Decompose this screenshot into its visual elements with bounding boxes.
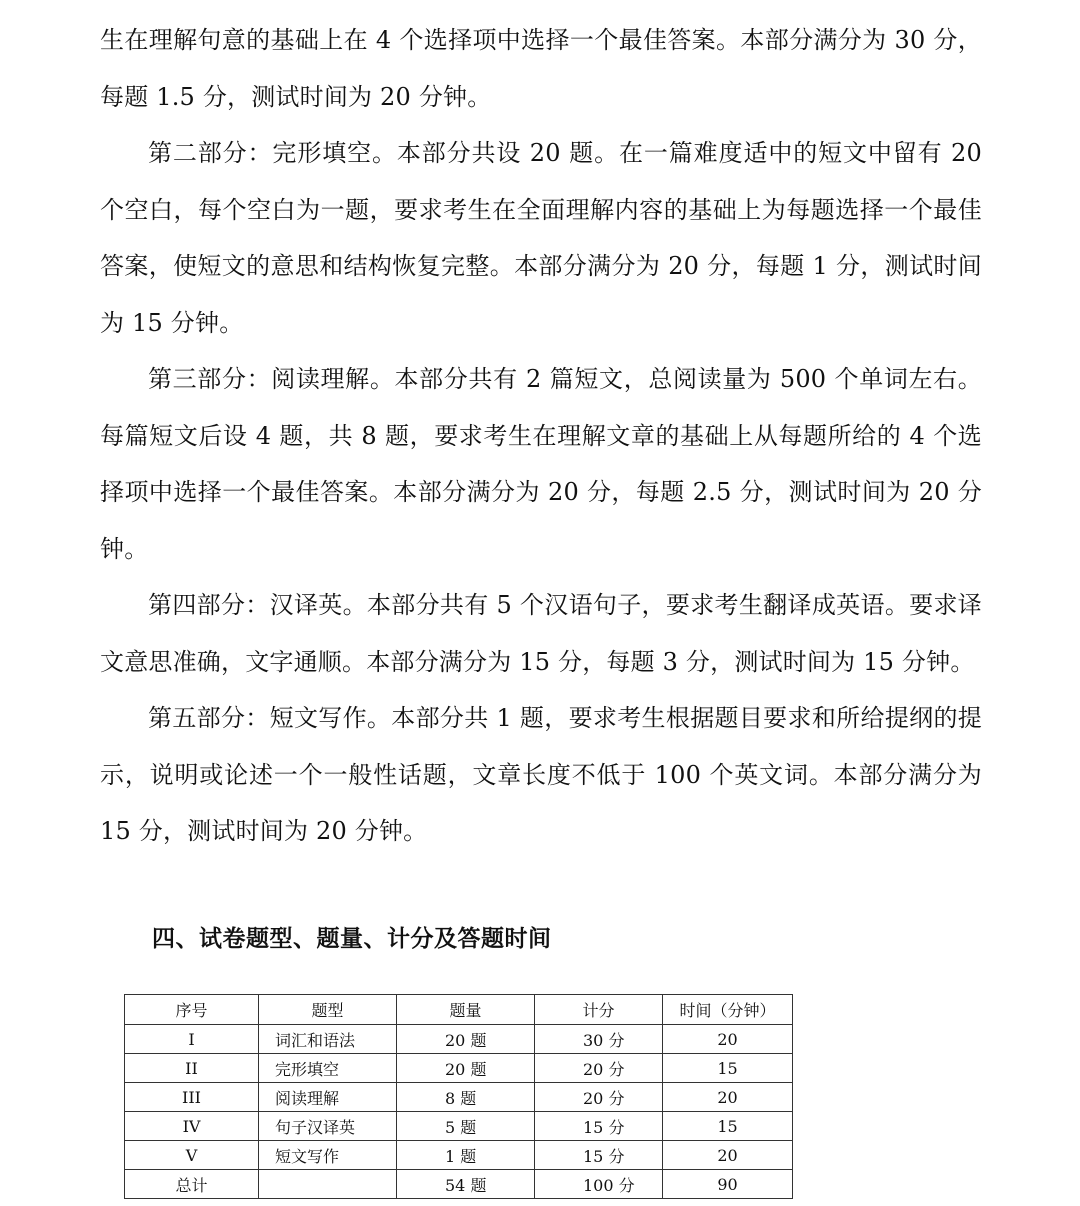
- exam-structure-table: [124, 994, 793, 1199]
- table-row: [125, 1025, 793, 1054]
- paragraph-part-three-reading: 第三部分：阅读理解。本部分共有 2 篇短文，总阅读量为 500 个单词左右。每篇短文后设 4 题，共 8 题，要求考生在理解文章的基础上从每题所给的 4 个选择项中选择一个最佳答案。本部分满分为 20 分，每题 2.5 分，测试时间为 20 分钟。: [100, 365, 982, 563]
- cell-count: 8 题: [397, 1083, 535, 1112]
- cell-count: 20 题: [397, 1025, 535, 1054]
- cell-type: 完形填空: [259, 1054, 397, 1083]
- table-body: [125, 1025, 793, 1199]
- cell-score: 15 分: [535, 1112, 663, 1141]
- cell-type: 句子汉译英: [259, 1112, 397, 1141]
- header-count: 题量: [397, 995, 535, 1025]
- paragraph-part-four-translation: 第四部分：汉译英。本部分共有 5 个汉语句子，要求考生翻译成英语。要求译文意思准确，文字通顺。本部分满分为 15 分，每题 3 分，测试时间为 15 分钟。: [100, 591, 982, 676]
- cell-type: 短文写作: [259, 1141, 397, 1170]
- paragraph-part-five-writing: 第五部分：短文写作。本部分共 1 题，要求考生根据题目要求和所给提纲的提示，说明或论述一个一般性话题，文章长度不低于 100 个英文词。本部分满分为 15 分，测试时间为 20 分钟。: [100, 704, 982, 845]
- cell-count: 20 题: [397, 1054, 535, 1083]
- table-row-total: [125, 1170, 793, 1199]
- cell-type: 词汇和语法: [259, 1025, 397, 1054]
- table-row: [125, 1054, 793, 1083]
- table-row: [125, 1112, 793, 1141]
- cell-number: V: [125, 1141, 259, 1170]
- cell-number: III: [125, 1083, 259, 1112]
- table-header: [125, 995, 793, 1025]
- cell-total-label: 总计: [125, 1170, 259, 1199]
- section-heading: 四、试卷题型、题量、计分及答题时间: [152, 926, 552, 952]
- header-type: 题型: [259, 995, 397, 1025]
- cell-number: IV: [125, 1112, 259, 1141]
- table-row: [125, 1083, 793, 1112]
- cell-count: 1 题: [397, 1141, 535, 1170]
- cell-type: [259, 1170, 397, 1199]
- paragraph-part-one-tail: 生在理解句意的基础上在 4 个选择项中选择一个最佳答案。本部分满分为 30 分，每题 1.5 分，测试时间为 20 分钟。: [100, 26, 982, 111]
- cell-total-count: 54 题: [397, 1170, 535, 1199]
- header-time: 时间（分钟）: [663, 995, 793, 1025]
- cell-time: 15: [663, 1054, 793, 1083]
- cell-time: 20: [663, 1025, 793, 1054]
- header-number: 序号: [125, 995, 259, 1025]
- cell-score: 20 分: [535, 1083, 663, 1112]
- cell-number: I: [125, 1025, 259, 1054]
- table-header-row: [125, 995, 793, 1025]
- cell-score: 15 分: [535, 1141, 663, 1170]
- cell-count: 5 题: [397, 1112, 535, 1141]
- cell-score: 30 分: [535, 1025, 663, 1054]
- cell-number: II: [125, 1054, 259, 1083]
- table-row: [125, 1141, 793, 1170]
- paragraph-part-two-cloze: 第二部分：完形填空。本部分共设 20 题。在一篇难度适中的短文中留有 20 个空白，每个空白为一题，要求考生在全面理解内容的基础上为每题选择一个最佳答案，使短文的意思和结构恢复完整。本部分满分为 20 分，每题 1 分，测试时间为 15 分钟。: [100, 139, 982, 337]
- cell-type: 阅读理解: [259, 1083, 397, 1112]
- cell-time: 15: [663, 1112, 793, 1141]
- cell-total-score: 100 分: [535, 1170, 663, 1199]
- cell-total-time: 90: [663, 1170, 793, 1199]
- cell-time: 20: [663, 1141, 793, 1170]
- cell-score: 20 分: [535, 1054, 663, 1083]
- header-score: 计分: [535, 995, 663, 1025]
- cell-time: 20: [663, 1083, 793, 1112]
